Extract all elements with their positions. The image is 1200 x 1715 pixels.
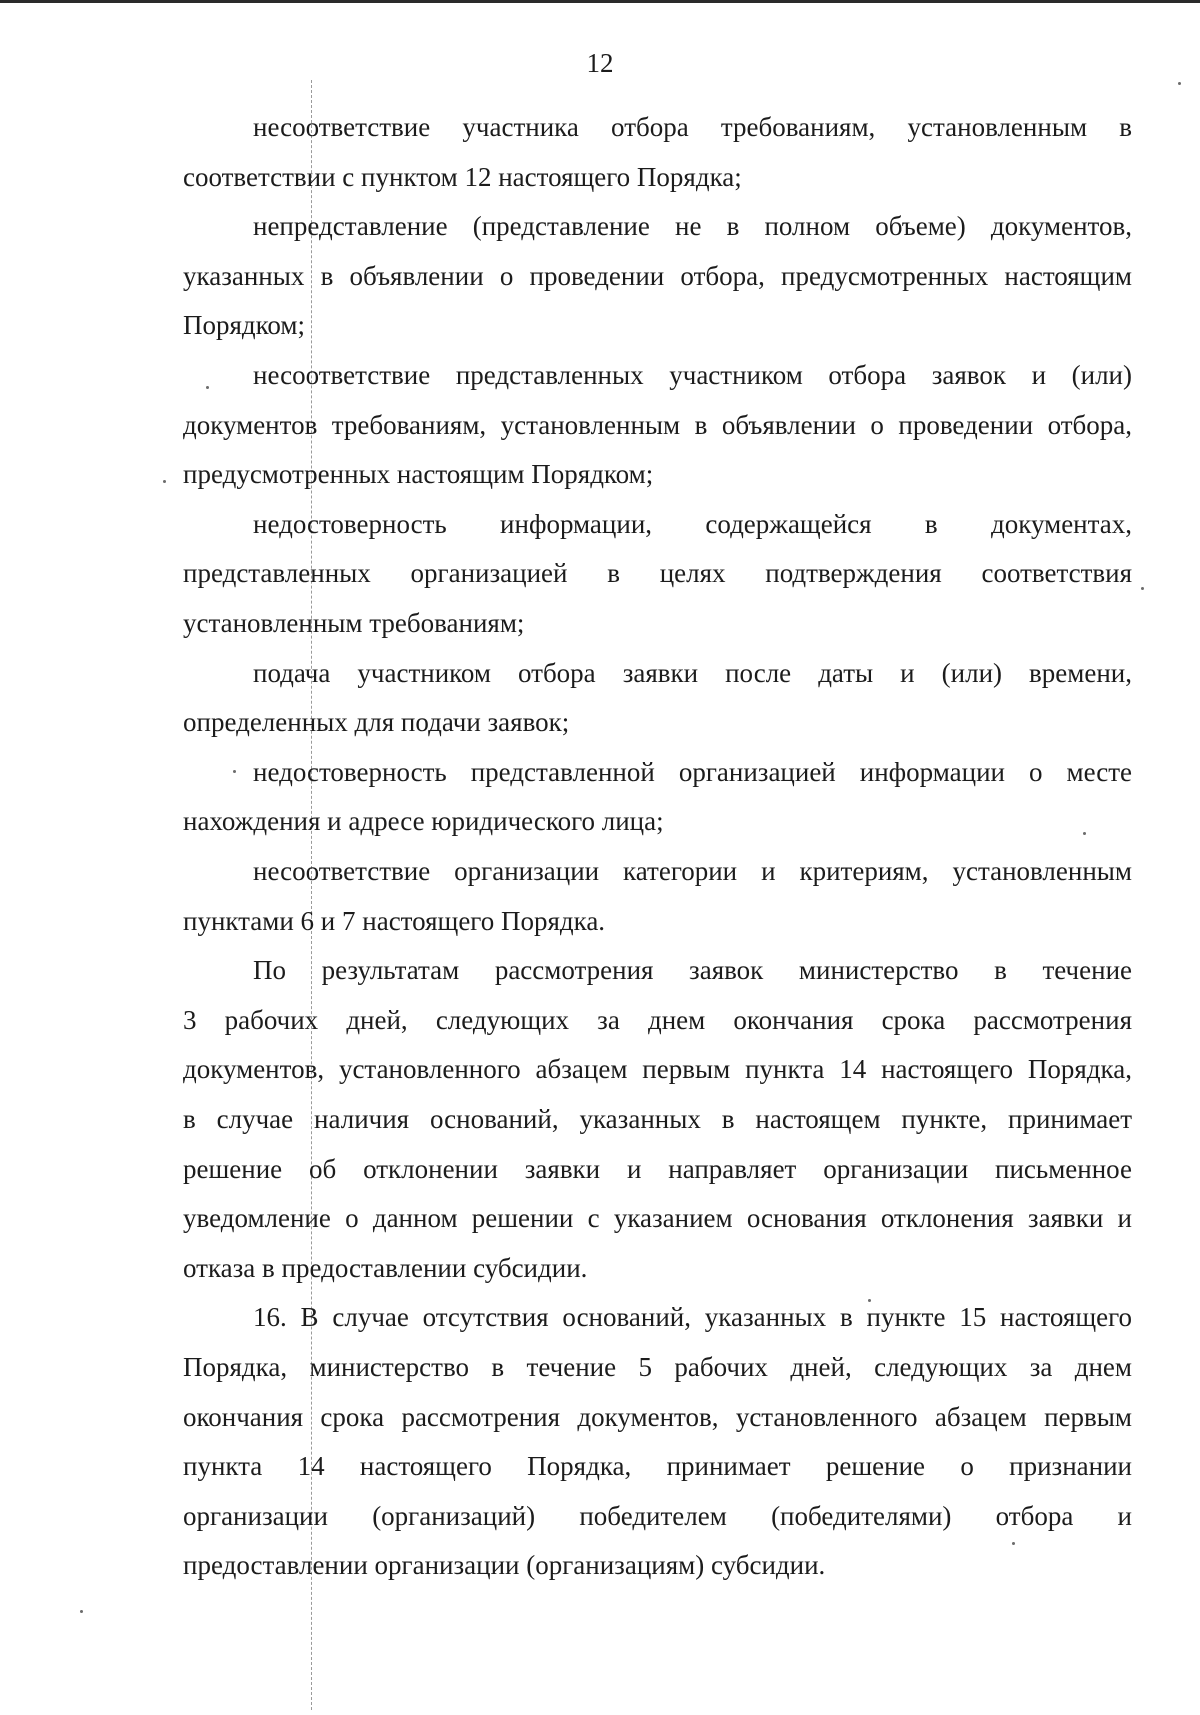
- paragraph-rejection-decision-line: уведомление о данном решении с указанием основания отклонения заявки и: [183, 1203, 1132, 1233]
- paragraph-noncompliance-category-line: пунктами 6 и 7 настоящего Порядка.: [183, 906, 606, 936]
- paragraph-rejection-decision-line: в случае наличия оснований, указанных в настоящем пункте, принимает: [183, 1104, 1132, 1134]
- paragraph-16-winner-decision-line: пункта 14 настоящего Порядка, принимает решение о признании: [183, 1451, 1132, 1481]
- paragraph-unreliable-information-line: представленных организацией в целях подтверждения соответствия: [183, 558, 1132, 588]
- scan-speck: [233, 770, 236, 773]
- scan-speck: [1083, 832, 1086, 835]
- scan-top-edge: [0, 0, 1200, 3]
- paragraph-nonsubmission-documents-line: указанных в объявлении о проведении отбора, предусмотренных настоящим: [183, 261, 1132, 291]
- paragraph-noncompliance-applications-line: предусмотренных настоящим Порядком;: [183, 459, 654, 489]
- scan-speck: [163, 480, 166, 483]
- paragraph-late-submission-line: определенных для подачи заявок;: [183, 707, 570, 737]
- paragraph-nonsubmission-documents-line: непредставление (представление не в полном объеме) документов,: [253, 211, 1132, 241]
- scan-speck: [1178, 82, 1181, 85]
- paragraph-unreliable-location-line: недостоверность представленной организацией информации о месте: [253, 757, 1132, 787]
- paragraph-unreliable-information-line: недостоверность информации, содержащейся в документах,: [253, 509, 1132, 539]
- scan-speck: [1012, 1542, 1015, 1545]
- paragraph-rejection-decision-line: документов, установленного абзацем первым пункта 14 настоящего Порядка,: [183, 1054, 1132, 1084]
- paragraph-16-winner-decision-line: 16. В случае отсутствия оснований, указанных в пункте 15 настоящего: [253, 1302, 1132, 1332]
- scan-speck: [868, 1299, 871, 1302]
- paragraph-rejection-decision-line: 3 рабочих дней, следующих за днем окончания срока рассмотрения: [183, 1005, 1132, 1035]
- scan-speck: [1141, 587, 1144, 590]
- paragraph-noncompliance-participant-line: несоответствие участника отбора требованиям, установленным в: [253, 112, 1132, 142]
- paragraph-noncompliance-participant-line: соответствии с пунктом 12 настоящего Порядка;: [183, 162, 742, 192]
- paragraph-16-winner-decision-line: организации (организаций) победителем (победителями) отбора и: [183, 1501, 1132, 1531]
- scan-speck: [206, 386, 209, 389]
- paragraph-nonsubmission-documents-line: Порядком;: [183, 310, 305, 340]
- paragraph-rejection-decision-line: отказа в предоставлении субсидии.: [183, 1253, 588, 1283]
- paragraph-noncompliance-applications-line: несоответствие представленных участником отбора заявок и (или): [253, 360, 1132, 390]
- paragraph-unreliable-information-line: установленным требованиям;: [183, 608, 525, 638]
- scan-speck: [80, 1610, 83, 1613]
- paragraph-noncompliance-category-line: несоответствие организации категории и критериям, установленным: [253, 856, 1132, 886]
- paragraph-rejection-decision-line: решение об отклонении заявки и направляет организации письменное: [183, 1154, 1132, 1184]
- paragraph-unreliable-location-line: нахождения и адресе юридического лица;: [183, 806, 664, 836]
- paragraph-noncompliance-applications-line: документов требованиям, установленным в объявлении о проведении отбора,: [183, 410, 1132, 440]
- page-number: 12: [586, 48, 614, 78]
- paragraph-16-winner-decision-line: окончания срока рассмотрения документов, установленного абзацем первым: [183, 1402, 1132, 1432]
- paragraph-late-submission-line: подача участником отбора заявки после даты и (или) времени,: [253, 658, 1132, 688]
- paragraph-16-winner-decision-line: Порядка, министерство в течение 5 рабочих дней, следующих за днем: [183, 1352, 1132, 1382]
- paragraph-16-winner-decision-line: предоставлении организации (организациям) субсидии.: [183, 1550, 826, 1580]
- paragraph-rejection-decision-line: По результатам рассмотрения заявок министерство в течение: [253, 955, 1132, 985]
